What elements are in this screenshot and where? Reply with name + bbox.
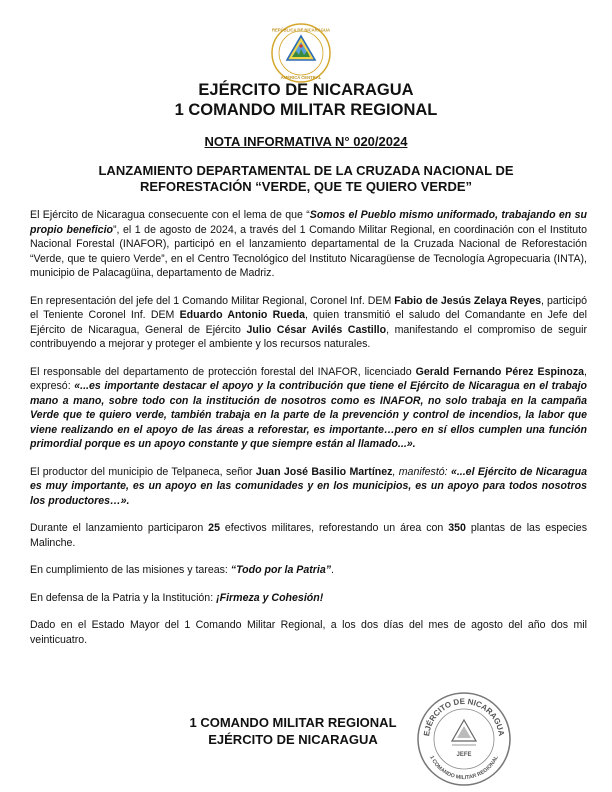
paragraph-intro <box>30 208 587 281</box>
paragraph-producer-quote <box>30 465 587 509</box>
quote-text: «...el Ejército de Nicaragua es muy importante, es un apoyo en las comunidades y en los municipios, es un apoyo para todos nosotros los productores…». <box>30 465 587 507</box>
paragraph-inafor-quote <box>30 365 587 452</box>
command-name: 1 COMANDO MILITAR REGIONAL <box>174 101 438 119</box>
headline-line-1: LANZAMIENTO DEPARTAMENTAL DE LA CRUZADA NACIONAL DE <box>98 163 514 178</box>
paragraph-representation <box>30 294 587 352</box>
text-span: Durante el lanzamiento participaron <box>30 522 209 534</box>
plants-count: 350 <box>448 522 466 534</box>
text-span: El responsable del departamento de protección forestal del INAFOR, licenciado <box>30 365 416 378</box>
official-seal-icon <box>415 690 513 788</box>
signature-block <box>178 714 408 748</box>
troops-count: 25 <box>208 522 220 534</box>
document-headline <box>60 163 552 195</box>
slogan-text: “Todo por la Patria” <box>230 564 332 576</box>
svg-text:EJÉRCITO DE NICARAGUA: EJÉRCITO DE NICARAGUA <box>422 696 506 737</box>
svg-text:JEFE: JEFE <box>456 752 472 758</box>
svg-text:1 COMANDO MILITAR REGIONAL: 1 COMANDO MILITAR REGIONAL <box>428 754 500 782</box>
text-span: , expresó: <box>30 365 587 392</box>
paragraph-launch-stats <box>30 521 587 550</box>
signature-line-2: EJÉRCITO DE NICARAGUA <box>208 732 378 747</box>
text-span: En representación del jefe del 1 Comando Militar Regional, Coronel Inf. DEM <box>30 294 395 307</box>
text-span: En cumplimiento de las misiones y tareas: <box>30 564 231 576</box>
motto-text: Somos el Pueblo mismo uniformado, trabajando en su propio beneficio <box>30 209 587 236</box>
text-span: Dado en el Estado Mayor del 1 Comando Militar Regional, a los dos días del mes de agosto del año dos mil veinticuatro. <box>30 619 587 646</box>
text-span: ”, el 1 de agosto de 2024, a través del 1 Comando Militar Regional, en coordinación con el Instituto Nacional Forestal (INAFOR), participó en el lanzamiento departamental de la Cruzada Nacional de Reforestación “Verde, que te quiero Verde”, en el Centro Tecnológico del Instituto Nicaragüense de Tecnología Agropecuaria (INTA), municipio de Palacagüina, departamento de Madriz. <box>30 223 587 279</box>
paragraph-defense <box>30 591 587 606</box>
paragraph-mission <box>30 563 587 578</box>
person-name: Fabio de Jesús Zelaya Reyes <box>394 294 542 307</box>
document-body <box>30 208 587 660</box>
text-span: , manifestando el compromiso de seguir contribuyendo a mejorar y proteger el ambiente y los recursos naturales. <box>30 323 587 350</box>
text-span: . <box>331 564 334 576</box>
slogan-text: ¡Firmeza y Cohesión! <box>216 591 324 604</box>
text-span: , quien transmitió el saludo del Comandante en Jefe del Ejército de Nicaragua, General de Ejército <box>30 309 587 336</box>
person-name: Juan José Basilio Martínez <box>255 465 393 478</box>
signature-line-1: 1 COMANDO MILITAR REGIONAL <box>189 715 397 730</box>
paragraph-issued <box>30 618 587 647</box>
nicaragua-coat-of-arms-icon <box>270 22 332 84</box>
text-span: El productor del municipio de Telpaneca, señor <box>30 465 256 478</box>
svg-text:REPÚBLICA DE NICARAGUA: REPÚBLICA DE NICARAGUA <box>271 27 331 33</box>
svg-text:AMÉRICA CENTRAL: AMÉRICA CENTRAL <box>280 75 322 80</box>
headline-line-2: REFORESTACIÓN “VERDE, QUE TE QUIERO VERDE” <box>139 179 473 194</box>
person-name: Eduardo Antonio Rueda <box>179 309 305 321</box>
quote-text: «...es importante destacar el apoyo y la contribución que tiene el Ejército de Nicaragua en el trabajo mano a mano, sobre todo con la institución de nosotros como es INAFOR, no solo trabaja en la campaña Verde que te quiero verde, también trabaja en la parte de la prevención y control de incendios, la labor que viene realizando en el apoyo de las áreas a reforestar, es importante…pero en sí ellos cumplen una función primordial porque es un apoyo constante y que siempre están al llamado...». <box>30 380 588 450</box>
text-span: plantas de las especies Malinche. <box>30 522 587 549</box>
text-span: efectivos militares, reforestando un área con <box>219 522 449 534</box>
text-span: , manifestó: <box>392 465 451 478</box>
org-name: EJÉRCITO DE NICARAGUA <box>198 81 414 99</box>
text-span: En defensa de la Patria y la Institución: <box>30 591 217 604</box>
person-name: Gerald Fernando Pérez Espinoza <box>415 365 585 378</box>
organization-header <box>0 80 612 120</box>
document-number: NOTA INFORMATIVA N° 020/2024 <box>204 134 408 149</box>
person-name: Julio César Avilés Castillo <box>246 323 387 336</box>
text-span: , participó el Teniente Coronel Inf. DEM <box>30 294 587 321</box>
text-span: El Ejército de Nicaragua consecuente con el lema de que “ <box>30 209 310 221</box>
